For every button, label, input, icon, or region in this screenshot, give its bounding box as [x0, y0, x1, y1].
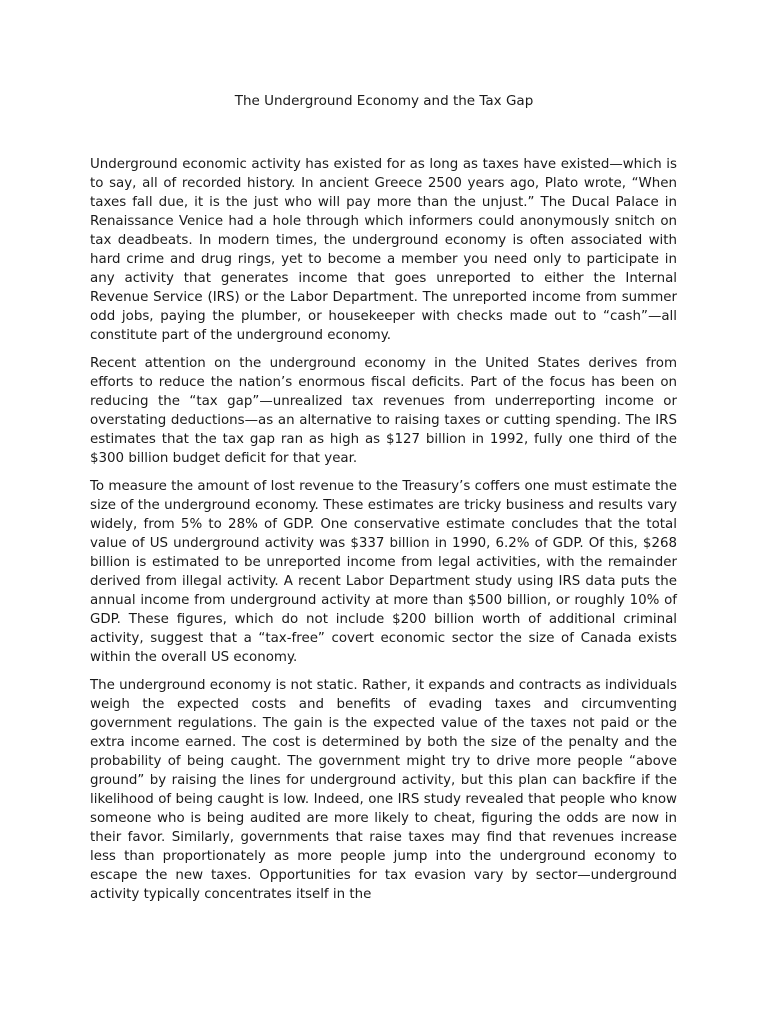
paragraph-2: Recent attention on the underground economy in the United States derives from efforts to reduce the nation’s enormous fiscal deficits. Part of the focus has been on reducing the “tax gap”—unrealized tax revenues from underreporting income or overstating deductions—as an alternative to raising taxes or cutting spending. The IRS estimates that the tax gap ran as high as $127 billion in 1992, fully one third of the $300 billion budget deficit for that year.	[90, 356, 677, 466]
paragraph-1: Underground economic activity has existed for as long as taxes have existed—which is to say, all of recorded history. In ancient Greece 2500 years ago, Plato wrote, “When taxes fall due, it is the just who will pay more than the unjust.” The Ducal Palace in Renaissance Venice had a hole through which informers could anonymously snitch on tax deadbeats. In modern times, the underground economy is often associated with hard crime and drug rings, yet to become a member you need only to participate in any activity that generates income that goes unreported to either the Internal Revenue Service (IRS) or the Labor Department. The unreported income from summer odd jobs, paying the plumber, or housekeeper with checks made out to “cash”—all constitute part of the underground economy.	[90, 157, 677, 343]
paragraph-4: The underground economy is not static. Rather, it expands and contracts as individuals weigh the expected costs and benefits of evading taxes and circumventing government regulations. The gain is the expected value of the taxes not paid or the extra income earned. The cost is determined by both the size of the penalty and the probability of being caught. The government might try to drive more people “above ground” by raising the lines for underground activity, but this plan can backfire if the likelihood of being caught is low. Indeed, one IRS study revealed that people who know someone who is being audited are more likely to cheat, figuring the odds are now in their favor. Similarly, governments that raise taxes may find that revenues increase less than proportionately as more people jump into the underground economy to escape the new taxes. Opportunities for tax evasion vary by sector—underground activity typically concentrates itself in the	[90, 678, 677, 902]
paragraph-3: To measure the amount of lost revenue to the Treasury’s coffers one must estimate the size of the underground economy. These estimates are tricky business and results vary widely, from 5% to 28% of GDP. One conservative estimate concludes that the total value of US underground activity was $337 billion in 1990, 6.2% of GDP. Of this, $268 billion is estimated to be unreported income from legal activities, with the remainder derived from illegal activity. A recent Labor Department study using IRS data puts the annual income from underground activity at more than $500 billion, or roughly 10% of GDP. These figures, which do not include $200 billion worth of additional criminal activity, suggest that a “tax-free” covert economic sector the size of Canada exists within the overall US economy.	[90, 479, 677, 665]
document-title: The Underground Economy and the Tax Gap	[234, 93, 534, 109]
document-body	[90, 155, 677, 913]
